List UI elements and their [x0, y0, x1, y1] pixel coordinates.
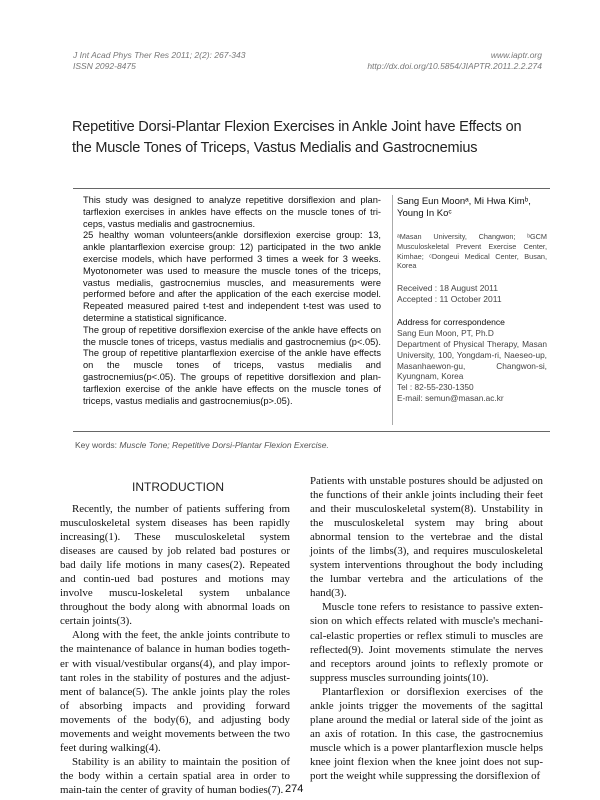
- abstract-methods: 25 healthy woman volunteers(ankle dorsiflexion exercise group: 13, ankle plantarflexion exercise group: 12) participated in the two ankle exercise models, which have performed 3 times a week for 3 weeks. Myotonometer was used to measure the muscle tones of the triceps, vastus medialis, gastrocnemius muscles, and measurements were performed before and after the application of the each exercise model. Repeated measured paired t-test and independent t-test was used to determine a statistical significance.: [83, 230, 381, 323]
- journal-header: [73, 50, 245, 72]
- keywords: [75, 440, 329, 450]
- paragraph: Muscle tone refers to resistance to passive exten-sion on which effects related with muscle's mechani-cal-elastic properties or reflex stimuli to muscles are reflected(9). Joint movements stimulate the nerves and receptors around joints to reflexly promote or suppress muscles surrounding joints(10).: [310, 601, 543, 684]
- affiliations: ᵃMasan University, Changwon; ᵇGCM Musculoskeletal Prevent Exercise Center, Kimhae; ᶜDongeui Medical Center, Busan, Korea: [397, 232, 547, 271]
- body-column-left: [60, 502, 290, 797]
- page-number: 274: [285, 783, 304, 795]
- paragraph: Along with the feet, the ankle joints contribute to the maintenance of balance in human bodies togeth-er with visual/vestibular organs(4), and play impor-tant roles in the stability of postures and the adjust-ment of balance(5). The ankle joints play the roles of absorbing impacts and providing forward movements of the body(6), and adjusting body movements and weight movements between the two feet during walking(4).: [60, 629, 290, 754]
- paragraph: Stability is an ability to maintain the position of the body within a certain spatial area in order to main-tain the center of gravity of human bodies(7).: [60, 755, 290, 796]
- paragraph: Recently, the number of patients suffering from musculoskeletal system diseases has been rapidly increasing(1). These musculoskeletal system diseases are caused by job related bad postures or bad daily life motions in many cases(2). Repeated and contin-ued bad postures and motions may involve muscu-loskeletal system unbalance throughout the body along with abnormal loads on certain joints(3).: [60, 503, 290, 628]
- body-column-right: [310, 474, 543, 783]
- website-link[interactable]: www.iaptr.org: [490, 50, 542, 60]
- dates: [397, 283, 547, 305]
- abstract-results: The group of repetitive dorsiflexion exercise of the ankle have effects on the muscle tones of triceps, vastus medialis and gastrocnemius (p<.05). The group of repetitive plantarflexion exercise of the ankle have effects on the muscle tones of triceps, vastus medialis and gastrocnemius(p<.05). The groups of repetitive dorsiflexion and plan-tarflexion exercise of the ankle have effects on the muscle tones of triceps, vastus medialis and gastrocnemius(p>.05).: [83, 324, 381, 406]
- section-heading-introduction: INTRODUCTION: [132, 480, 224, 494]
- issn: ISSN 2092-8475: [73, 61, 136, 71]
- journal-citation: J Int Acad Phys Ther Res 2011; 2(2): 267-343: [73, 50, 246, 60]
- abstract-purpose: This study was designed to analyze repetitive dorsiflexion and plan-tarflexion exercises in ankles have effects on the muscle tones of tri-ceps, vastus medialis and gastrocnemius.: [83, 195, 381, 229]
- authors: Sang Eun Moonᵃ, Mi Hwa Kimᵇ, Young In Koᶜ: [397, 196, 531, 219]
- column-divider: [392, 195, 393, 425]
- accepted-date: Accepted : 11 October 2011: [397, 294, 502, 305]
- doi-link[interactable]: http://dx.doi.org/10.5854/JIAPTR.2011.2.2.274: [367, 61, 542, 71]
- journal-links: [367, 50, 542, 72]
- paragraph: Plantarflexion or dorsiflexion exercises of the ankle joints trigger the movements of the sagittal plane around the medial or lateral side of the joint as an axis of rotation. In this case, the gastrocnemius muscle which is a power plantarflexion muscle helps knee joint flexion when the knee joint does not sup-port the weight while suppressing the dorsiflexion of: [310, 685, 543, 782]
- keywords-value: Muscle Tone; Repetitive Dorsi-Plantar Flexion Exercise.: [119, 440, 329, 450]
- correspondence-email[interactable]: E-mail: semun@masan.ac.kr: [397, 392, 504, 403]
- correspondence-name: Sang Eun Moon, PT, Ph.D: [397, 328, 494, 339]
- paper-title: Repetitive Dorsi-Plantar Flexion Exercises in Ankle Joint have Effects on the Muscle Tones of Triceps, Vastus Medialis and Gastrocnemius: [72, 119, 522, 156]
- correspondence-heading: Address for correspondence: [397, 317, 505, 328]
- author-info: [397, 196, 547, 404]
- keywords-label: Key words:: [75, 440, 118, 450]
- correspondence-tel: Tel : 82-55-230-1350: [397, 382, 474, 393]
- received-date: Received : 18 August 2011: [397, 283, 498, 294]
- paragraph: Patients with unstable postures should be adjusted on the functions of their ankle joints including their feet and their musculoskeletal system(8). Unstability in the musculoskeletal system may bring about abnormal tension to the vertebrae and the distal joints of the limbs(3), and requires musculoskeletal system interventions throughout the body including the lumbar vertebra and the articulations of the hand(3).: [310, 475, 543, 600]
- abstract: [83, 195, 381, 407]
- correspondence-address: Department of Physical Therapy, Masan University, 100, Yongdam-ri, Naeseo-up, Masanhaewon-gu, Changwon-si, Kyungnam, Korea: [397, 338, 547, 382]
